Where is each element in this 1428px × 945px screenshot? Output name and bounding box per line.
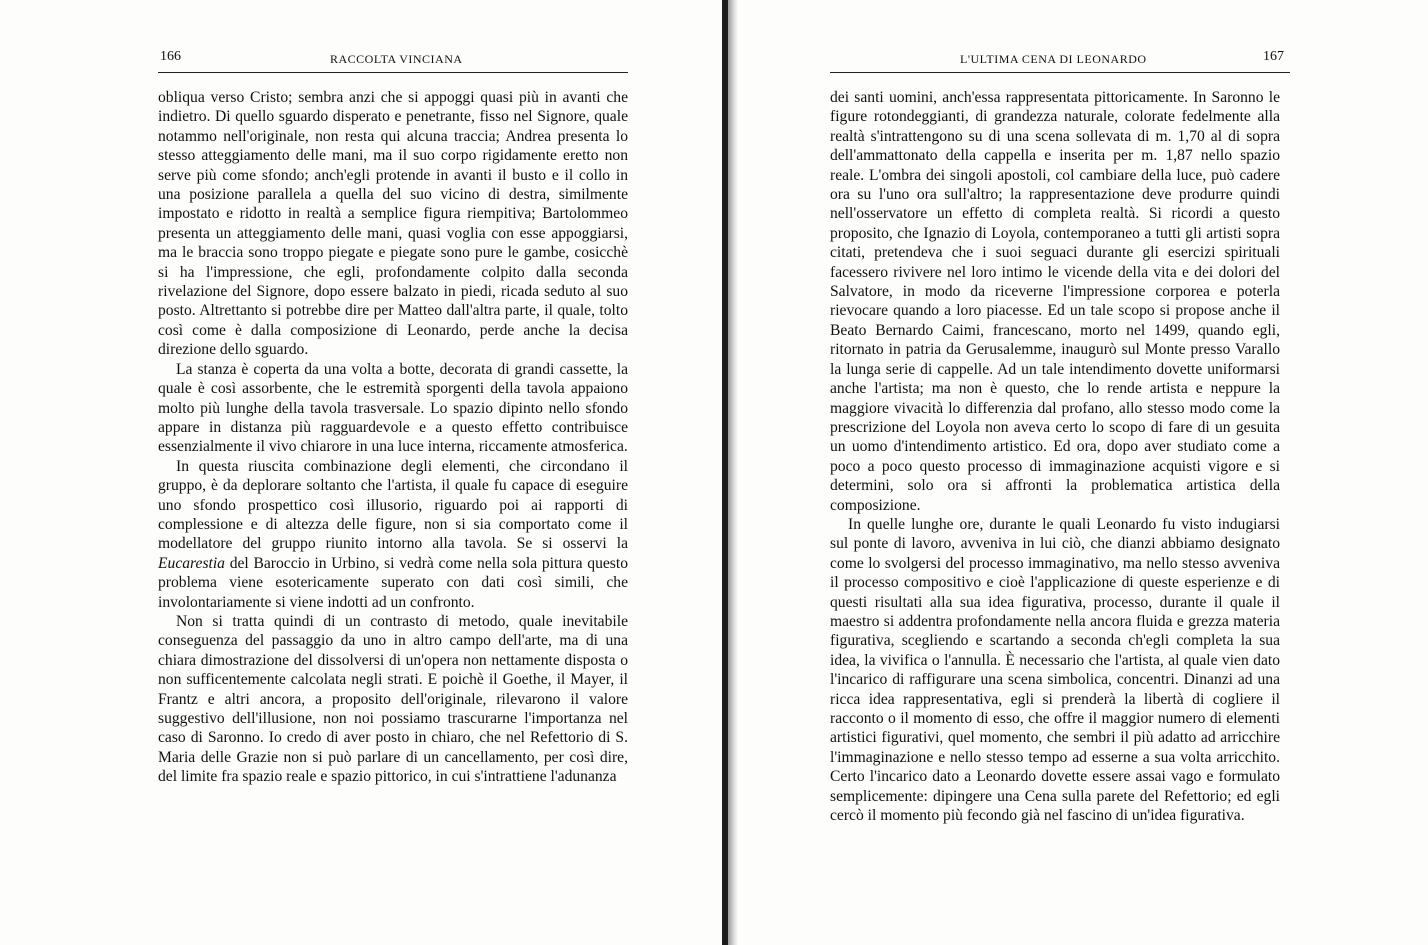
paragraph-text: In questa riuscita combinazione degli elementi, che circondano il gruppo, è da deplorare soltanto che l'artista, il quale fu capace di eseguire uno sfondo prospettico così illusorio, riguardo poi ai rapporti di complessione e di altezza delle figure, non si sia comportato come il modellatore del gruppo riunito intorno alla tavola. Se si osservi la bbox=[158, 457, 628, 553]
right-page bbox=[738, 0, 1428, 945]
body-text-right bbox=[830, 88, 1280, 825]
running-head-right: L'ULTIMA CENA DI LEONARDO bbox=[960, 52, 1147, 66]
book-gutter-shadow bbox=[728, 0, 738, 945]
running-head-left: RACCOLTA VINCIANA bbox=[330, 52, 463, 66]
page-number-left: 166 bbox=[160, 49, 181, 64]
header-rule-left bbox=[158, 72, 628, 73]
body-text-left bbox=[158, 88, 628, 787]
paragraph: La stanza è coperta da una volta a botte, decorata di grandi cassette, la quale è così assorbente, che le estremità sporgenti della tavola appaiono molto più lunghe della tavola trasversale. Lo spazio dipinto nello sfondo appare in distanza più ragguardevole e a questo effetto contribuisce essenzialmente il vivo chiarore in una luce interna, riccamente atmosferica. bbox=[158, 360, 628, 456]
paragraph: In quelle lunghe ore, durante le quali Leonardo fu visto indugiarsi sul ponte di lavoro, avveniva in lui ciò, che dianzi abbiamo designato come lo svolgersi del processo immaginativo, ma nello stesso avveniva il processo compositivo e cioè l'applicazione di queste esperienze e di questi risultati alla sua idea figurativa, processo, durante il quale il maestro si addentra profondamente nella ancora fluida e grezza materia figurativa, scegliendo e scartando a seconda ch'egli completa la sua idea, la vivifica o l'annulla. È necessario che l'artista, al quale vien dato l'incarico di raffigurare una scena simbolica, concentri. Dinanzi ad una ricca idea rappresentativa, egli si prenderà la libertà di cogliere il racconto o il momento di esso, che offre il maggior numero di elementi artistici figurativi, quel momento, che sembri il più adatto ad arricchire l'immaginazione e nello stesso tempo ad esserne a sua volta arricchito. Certo l'incarico dato a Leonardo dovette essere assai vago e formulato semplicemente: dipingere una Cena sulla parete del Refettorio; ed egli cercò il momento più fecondo già nel fascino di un'idea figurativa. bbox=[830, 515, 1280, 825]
paragraph: Non si tratta quindi di un contrasto di metodo, quale inevitabile conseguenza del passaggio da uno in altro campo dell'arte, ma di una chiara dimostrazione del dissolversi di un'opera non nettamente disposta o non sufficentemente calcolata negli strati. E poichè il Goethe, il Mayer, il Frantz e altri ancora, a proposito dell'originale, rilevarono il valore suggestivo dell'illusione, non noi possiamo trascurarne l'importanza nel caso di Saronno. Io credo di aver posto in chiaro, che nel Refettorio di S. Maria delle Grazie non si può parlare di un cancellamento, per così dire, del limite fra spazio reale e spazio pittorico, in cui s'intrattiene l'adunanza bbox=[158, 612, 628, 786]
paragraph: dei santi uomini, anch'essa rappresentata pittoricamente. In Saronno le figure rotondeggianti, di grandezza naturale, colorate fedelmente alla realtà s'intrattengono su di una scena sollevata di m. 1,70 al di sopra dell'ammattonato della cappella e inserita per m. 1,87 nello spazio reale. L'ombra dei singoli apostoli, col cambiare della luce, può cadere ora su l'uno ora sull'altro; la rappresentazione deve produrre quindi nell'osservatore un effetto di completa realtà. Si ricordi a questo proposito, che Ignazio di Loyola, contemporaneo a tutti gli artisti sopra citati, pretendeva che i suoi seguaci durante gli esercizi spirituali facessero rivivere nel loro intimo le vicende della vita e dei dolori del Salvatore, in modo da riceverne l'impressione corporea e poterla rievocare quando a loro piacesse. Ed un tale scopo si propose anche il Beato Bernardo Caimi, francescano, morto nel 1499, quando egli, ritornato in patria da Gerusalemme, inaugurò sul Monte presso Varallo la lunga serie di cappelle. Ad un tale intendimento dovette uniformarsi anche l'artista; ma non è questo, che lo rende artista e neppure la maggiore vivacità lo differenzia dal profano, allo stesso modo come la prescrizione del Loyola non aveva certo lo scopo di fare di un gesuita un uomo d'intendimento artistico. Ed ora, dopo aver studiato come a poco a poco questo processo di immaginazione acquisti vigore e si determini, solo ora si affronti la problematica artistica della composizione. bbox=[830, 89, 1280, 514]
paragraph-text: del Baroccio in Urbino, si vedrà come nella sola pittura questo problema viene esotericamente superato con dati così simili, che involontariamente si viene indotti ad un confronto. bbox=[158, 554, 628, 611]
paragraph bbox=[158, 457, 628, 612]
header-rule-right bbox=[830, 72, 1290, 73]
artwork-title: Eucarestia bbox=[158, 554, 225, 572]
paragraph: obliqua verso Cristo; sembra anzi che si appoggi quasi più in avanti che indietro. Di quello sguardo disperato e penetrante, fisso nel Signore, quale notammo nell'originale, non resta qui alcuna traccia; Andrea presenta lo stesso atteggiamento delle mani, ma il suo corpo rigidamente eretto non serve più come sfondo; anch'egli protende in avanti il busto e il collo in una posizione parallela a quella del suo vicino di destra, similmente impostato e ridotto in realtà a semplice figura riempitiva; Bartolommeo presenta un atteggiamento delle mani, quasi voglia con esse appoggiarsi, ma le braccia sono troppo piegate e piegate sono pure le gambe, cosicchè si ha l'impressione, che egli, profondamente colpito dalla seconda rivelazione del Signore, dopo essere balzato in piedi, ricada seduto al suo posto. Altrettanto si potrebbe dire per Matteo dall'altra parte, il quale, tolto così come è dalla composizione di Leonardo, perde anche la decisa direzione dello sguardo. bbox=[158, 89, 628, 359]
page-number-right: 167 bbox=[1263, 49, 1284, 64]
